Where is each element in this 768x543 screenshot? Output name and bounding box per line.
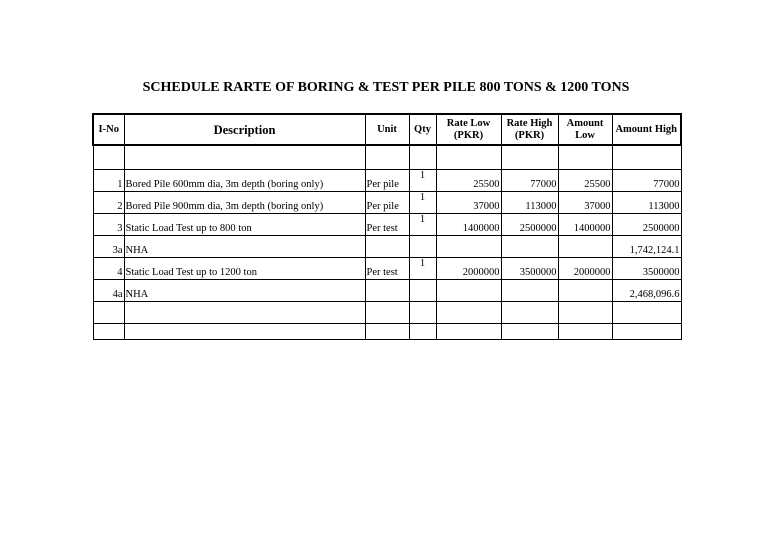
header-amount-high: Amount High (612, 114, 681, 145)
table-row (93, 214, 681, 236)
cell-qty (409, 236, 436, 258)
cell-amount-high: 3500000 (612, 258, 681, 280)
table-row (93, 192, 681, 214)
cell-unit: Per pile (365, 170, 409, 192)
empty-cell (436, 302, 501, 324)
header-amount-low-line1: Amount (566, 117, 604, 129)
empty-cell (124, 302, 365, 324)
cell-ino: 1 (93, 170, 124, 192)
empty-cell (501, 302, 558, 324)
cell-ino: 2 (93, 192, 124, 214)
cell-rate-low (436, 280, 501, 302)
cell-ino: 3 (93, 214, 124, 236)
empty-cell (365, 324, 409, 340)
cell-description: Static Load Test up to 1200 ton (124, 258, 365, 280)
empty-cell (612, 302, 681, 324)
schedule-table (92, 113, 682, 340)
cell-rate-high: 77000 (501, 170, 558, 192)
empty-cell (124, 145, 365, 170)
cell-amount-high: 113000 (612, 192, 681, 214)
cell-description: Bored Pile 600mm dia, 3m depth (boring only) (124, 170, 365, 192)
cell-amount-high: 2500000 (612, 214, 681, 236)
empty-cell (365, 302, 409, 324)
empty-cell (409, 324, 436, 340)
header-description: Description (124, 114, 365, 145)
cell-rate-low: 25500 (436, 170, 501, 192)
header-unit: Unit (365, 114, 409, 145)
header-rate-low (436, 114, 501, 145)
empty-cell (501, 145, 558, 170)
header-row (93, 114, 681, 145)
cell-unit (365, 236, 409, 258)
cell-unit: Per test (365, 214, 409, 236)
header-amount-low-line2: Low (575, 129, 595, 141)
empty-cell (501, 324, 558, 340)
header-rate-high-line2: (PKR) (514, 129, 545, 141)
cell-amount-low: 25500 (558, 170, 612, 192)
cell-amount-high: 2,468,096.6 (612, 280, 681, 302)
cell-rate-high: 3500000 (501, 258, 558, 280)
cell-amount-high: 1,742,124.1 (612, 236, 681, 258)
cell-unit (365, 280, 409, 302)
table-row (93, 258, 681, 280)
cell-description: Bored Pile 900mm dia, 3m depth (boring only) (124, 192, 365, 214)
header-amount-low (558, 114, 612, 145)
empty-cell (612, 145, 681, 170)
cell-ino: 3a (93, 236, 124, 258)
cell-unit: Per test (365, 258, 409, 280)
cell-amount-high: 77000 (612, 170, 681, 192)
cell-ino: 4 (93, 258, 124, 280)
empty-cell (558, 324, 612, 340)
cell-description: Static Load Test up to 800 ton (124, 214, 365, 236)
empty-cell (409, 145, 436, 170)
cell-rate-high (501, 236, 558, 258)
header-qty: Qty (409, 114, 436, 145)
cell-rate-low: 1400000 (436, 214, 501, 236)
empty-cell (93, 302, 124, 324)
header-rate-low-line1: Rate Low (446, 117, 491, 129)
table-row (93, 170, 681, 192)
cell-qty: 1 (409, 192, 436, 214)
cell-qty: 1 (409, 214, 436, 236)
cell-ino: 4a (93, 280, 124, 302)
header-ino: I-No (93, 114, 124, 145)
empty-cell (558, 145, 612, 170)
cell-qty: 1 (409, 170, 436, 192)
cell-description: NHA (124, 280, 365, 302)
cell-rate-low: 2000000 (436, 258, 501, 280)
document-title: SCHEDULE RARTE OF BORING & TEST PER PILE 800 TONS & 1200 TONS (142, 80, 630, 95)
cell-amount-low: 1400000 (558, 214, 612, 236)
header-rate-high (501, 114, 558, 145)
empty-cell (93, 324, 124, 340)
cell-unit: Per pile (365, 192, 409, 214)
header-rate-high-line1: Rate High (506, 117, 553, 129)
header-rate-low-line2: (PKR) (453, 129, 484, 141)
empty-cell (365, 145, 409, 170)
cell-description: NHA (124, 236, 365, 258)
empty-cell (612, 324, 681, 340)
empty-cell (409, 302, 436, 324)
cell-rate-high: 113000 (501, 192, 558, 214)
cell-qty: 1 (409, 258, 436, 280)
empty-row (93, 302, 681, 324)
cell-amount-low (558, 280, 612, 302)
cell-rate-high (501, 280, 558, 302)
empty-cell (436, 145, 501, 170)
empty-cell (93, 145, 124, 170)
cell-amount-low: 2000000 (558, 258, 612, 280)
cell-amount-low: 37000 (558, 192, 612, 214)
cell-rate-high: 2500000 (501, 214, 558, 236)
empty-cell (436, 324, 501, 340)
cell-rate-low: 37000 (436, 192, 501, 214)
empty-row (93, 145, 681, 170)
table-row (93, 236, 681, 258)
table-row (93, 280, 681, 302)
empty-cell (124, 324, 365, 340)
empty-cell (558, 302, 612, 324)
empty-row (93, 324, 681, 340)
cell-rate-low (436, 236, 501, 258)
cell-amount-low (558, 236, 612, 258)
cell-qty (409, 280, 436, 302)
